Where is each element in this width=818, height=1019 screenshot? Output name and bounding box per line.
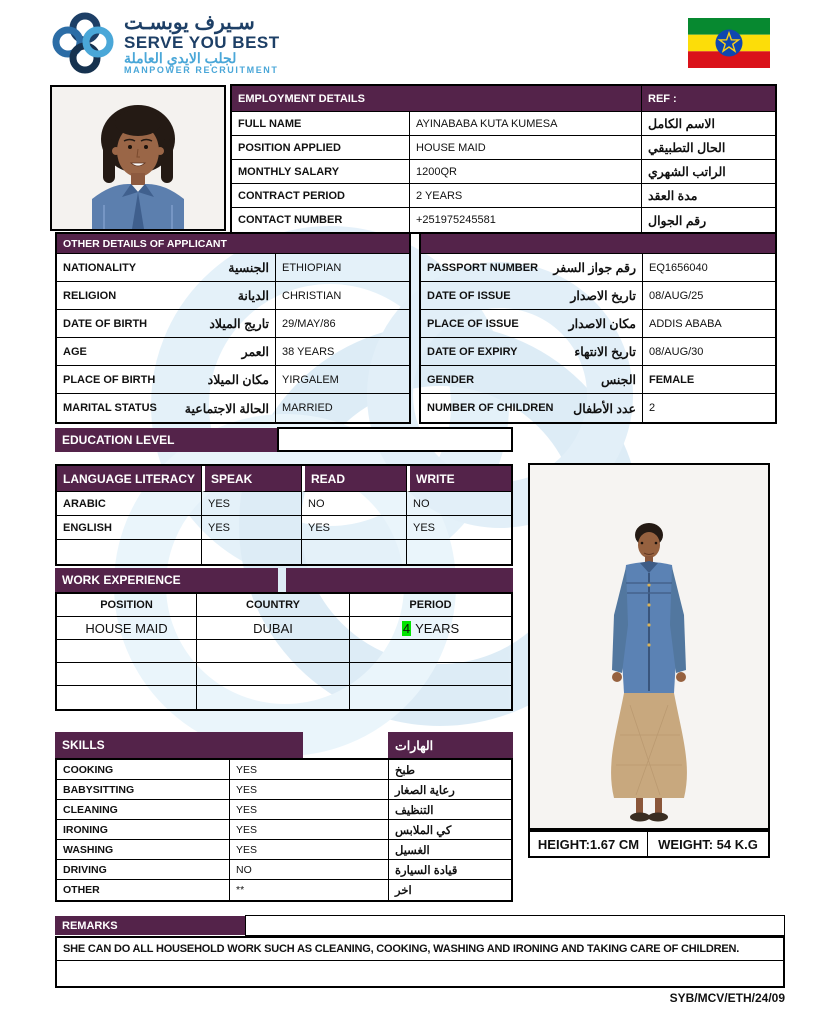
work-country <box>197 640 350 663</box>
column-header: LANGUAGE LITERACY <box>57 466 202 492</box>
applicant-fullbody-photo <box>528 463 770 830</box>
skill-label: OTHER <box>57 880 230 900</box>
field-label: PLACE OF BIRTH <box>63 373 156 386</box>
language-write <box>407 540 511 564</box>
field-value: 38 YEARS <box>276 338 409 366</box>
field-label: FULL NAME <box>232 112 410 136</box>
height-value: HEIGHT:1.67 CM <box>530 832 648 856</box>
work-country: DUBAI <box>197 617 350 640</box>
field-arabic: العمر <box>241 345 269 359</box>
field-label-cell <box>57 254 276 282</box>
language-speak <box>202 540 302 564</box>
field-label: AGE <box>63 345 87 358</box>
applicant-headshot-photo <box>50 85 226 231</box>
work-country <box>197 663 350 686</box>
remarks-header: REMARKS <box>55 916 245 935</box>
language-literacy-table <box>55 464 513 566</box>
work-period-highlight: 4 <box>402 620 411 636</box>
field-arabic: الحالة الاجتماعية <box>184 401 269 416</box>
field-value: CHRISTIAN <box>276 282 409 310</box>
field-value: 08/AUG/25 <box>643 282 775 310</box>
skill-arabic: طبخ <box>389 760 511 780</box>
skill-arabic: رعاية الصغار <box>389 780 511 800</box>
work-period <box>350 640 511 663</box>
skill-label: BABYSITTING <box>57 780 230 800</box>
field-arabic: الجنسية <box>228 261 269 275</box>
logo-arabic-title: سـيرف يوبسـت <box>124 11 255 34</box>
other-details-right-header <box>421 234 775 254</box>
language-name: ARABIC <box>57 492 202 516</box>
field-label-cell <box>421 254 643 282</box>
company-logo <box>52 12 280 76</box>
field-label-cell <box>57 366 276 394</box>
skill-value: YES <box>230 840 389 860</box>
field-arabic: مكان الميلاد <box>207 373 269 387</box>
work-experience-header-extension <box>286 568 513 592</box>
language-write: NO <box>407 492 511 516</box>
language-name <box>57 540 202 564</box>
field-arabic: الراتب الشهري <box>642 160 775 184</box>
field-value: 1200QR <box>410 160 642 184</box>
field-arabic: الجنس <box>600 373 636 387</box>
language-name: ENGLISH <box>57 516 202 540</box>
field-label-cell <box>57 310 276 338</box>
field-arabic: الديانة <box>237 289 269 303</box>
field-arabic: مدة العقد <box>642 184 775 208</box>
field-label-cell <box>421 366 643 394</box>
work-experience-header: WORK EXPERIENCE <box>55 568 278 592</box>
work-experience-table <box>55 592 513 711</box>
remarks-header-box <box>245 915 785 936</box>
field-arabic: الحال التطبيقي <box>642 136 775 160</box>
field-label: PLACE OF ISSUE <box>427 317 519 330</box>
field-label-cell <box>421 310 643 338</box>
ref-label: REF : <box>642 86 775 112</box>
skill-value: YES <box>230 800 389 820</box>
skill-label: COOKING <box>57 760 230 780</box>
skill-value: NO <box>230 860 389 880</box>
weight-value: WEIGHT: 54 K.G <box>658 836 758 852</box>
work-period-unit: YEARS <box>415 620 460 636</box>
field-value: +251975245581 <box>410 208 642 232</box>
field-arabic: مكان الاصدار <box>568 317 636 331</box>
field-value: MARRIED <box>282 402 333 414</box>
field-label-cell <box>57 394 276 422</box>
field-label: RELIGION <box>63 289 117 302</box>
skills-header: SKILLS <box>55 732 303 758</box>
other-details-left-table <box>55 232 411 424</box>
remarks-table <box>55 936 785 988</box>
ethiopia-flag-icon <box>688 18 770 68</box>
skill-arabic: التنظيف <box>389 800 511 820</box>
field-arabic: تاريج الميلاد <box>209 317 269 331</box>
remarks-empty-row <box>57 961 783 986</box>
field-label: MONTHLY SALARY <box>232 160 410 184</box>
field-value: EQ1656040 <box>643 254 775 282</box>
work-position <box>57 663 197 686</box>
field-label: DATE OF ISSUE <box>427 289 511 302</box>
field-arabic: رقم الجوال <box>648 213 707 228</box>
work-country <box>197 686 350 709</box>
logo-arabic-subtitle: لجلب الايدي العاملة <box>124 50 237 67</box>
field-label: DATE OF BIRTH <box>63 317 148 330</box>
field-arabic: الاسم الكامل <box>642 112 775 136</box>
field-value: 2 <box>649 402 656 414</box>
field-arabic: تاريخ الانتهاء <box>574 345 636 359</box>
skill-value: YES <box>230 820 389 840</box>
language-read: NO <box>302 492 407 516</box>
work-position <box>57 686 197 709</box>
work-period <box>350 617 511 640</box>
field-arabic: رقم جواز السفر <box>553 261 636 275</box>
field-label-cell <box>421 338 643 366</box>
field-label-cell <box>421 282 643 310</box>
work-period <box>350 686 511 709</box>
other-details-title: OTHER DETAILS OF APPLICANT <box>57 234 409 254</box>
field-value: AYINABABA KUTA KUMESA <box>410 112 642 136</box>
skill-value: YES <box>230 760 389 780</box>
field-value: 2 YEARS <box>410 184 642 208</box>
field-label: CONTACT NUMBER <box>232 208 410 232</box>
field-arabic: عدد الأطفال <box>573 401 636 416</box>
logo-subtitle: MANPOWER RECRUITMENT <box>124 65 279 76</box>
skill-label: WASHING <box>57 840 230 860</box>
field-value: 29/MAY/86 <box>276 310 409 338</box>
language-speak: YES <box>202 516 302 540</box>
work-position <box>57 640 197 663</box>
field-label: POSITION APPLIED <box>232 136 410 160</box>
skill-arabic: اخر <box>395 885 412 897</box>
field-value: FEMALE <box>643 366 775 394</box>
skill-arabic: الغسيل <box>389 840 511 860</box>
work-position: HOUSE MAID <box>57 617 197 640</box>
field-label: PASSPORT NUMBER <box>427 261 539 274</box>
column-header: READ <box>302 466 407 492</box>
field-label: NATIONALITY <box>63 261 137 274</box>
column-header: SPEAK <box>202 466 302 492</box>
field-value: YIRGALEM <box>276 366 409 394</box>
field-value: ETHIOPIAN <box>276 254 409 282</box>
column-header: COUNTRY <box>197 594 350 617</box>
field-label-cell <box>57 282 276 310</box>
remarks-text: SHE CAN DO ALL HOUSEHOLD WORK SUCH AS CLEANING, COOKING, WASHING AND IRONING AND TAKING CARE OF CHILDREN. <box>57 938 783 961</box>
education-level-value <box>277 427 513 452</box>
field-label: MARITAL STATUS <box>63 402 157 414</box>
employment-details-table <box>230 84 777 234</box>
skill-label: IRONING <box>57 820 230 840</box>
field-label: GENDER <box>427 373 475 386</box>
language-read: YES <box>302 516 407 540</box>
column-header: WRITE <box>407 466 511 492</box>
skills-header-arabic: الهارات <box>388 732 513 758</box>
education-level-header: EDUCATION LEVEL <box>55 428 277 452</box>
column-header: POSITION <box>57 594 197 617</box>
field-label: CONTRACT PERIOD <box>232 184 410 208</box>
skill-value: YES <box>230 780 389 800</box>
field-arabic: تاريخ الاصدار <box>570 289 636 303</box>
skills-table <box>55 758 513 902</box>
skill-value: ** <box>230 880 389 900</box>
document-reference: SYB/MCV/ETH/24/09 <box>669 991 785 1005</box>
field-label-cell <box>57 338 276 366</box>
field-label-cell <box>421 394 643 422</box>
field-value: HOUSE MAID <box>410 136 642 160</box>
field-label: DATE OF EXPIRY <box>427 345 518 358</box>
language-read <box>302 540 407 564</box>
logo-title: SERVE YOU BEST <box>124 32 280 52</box>
skill-arabic: كي الملابس <box>389 820 511 840</box>
work-period <box>350 663 511 686</box>
field-label: NUMBER OF CHILDREN <box>427 402 554 414</box>
column-header: PERIOD <box>350 594 511 617</box>
language-write: YES <box>407 516 511 540</box>
skill-label: CLEANING <box>57 800 230 820</box>
field-value: 08/AUG/30 <box>643 338 775 366</box>
skill-arabic: قيادة السيارة <box>389 860 511 880</box>
height-weight-table <box>528 830 770 858</box>
field-value: ADDIS ABABA <box>643 310 775 338</box>
language-speak: YES <box>202 492 302 516</box>
other-details-right-table <box>419 232 777 424</box>
company-logo-icon <box>52 12 116 76</box>
employment-details-title: EMPLOYMENT DETAILS <box>232 86 642 112</box>
skill-label: DRIVING <box>57 860 230 880</box>
